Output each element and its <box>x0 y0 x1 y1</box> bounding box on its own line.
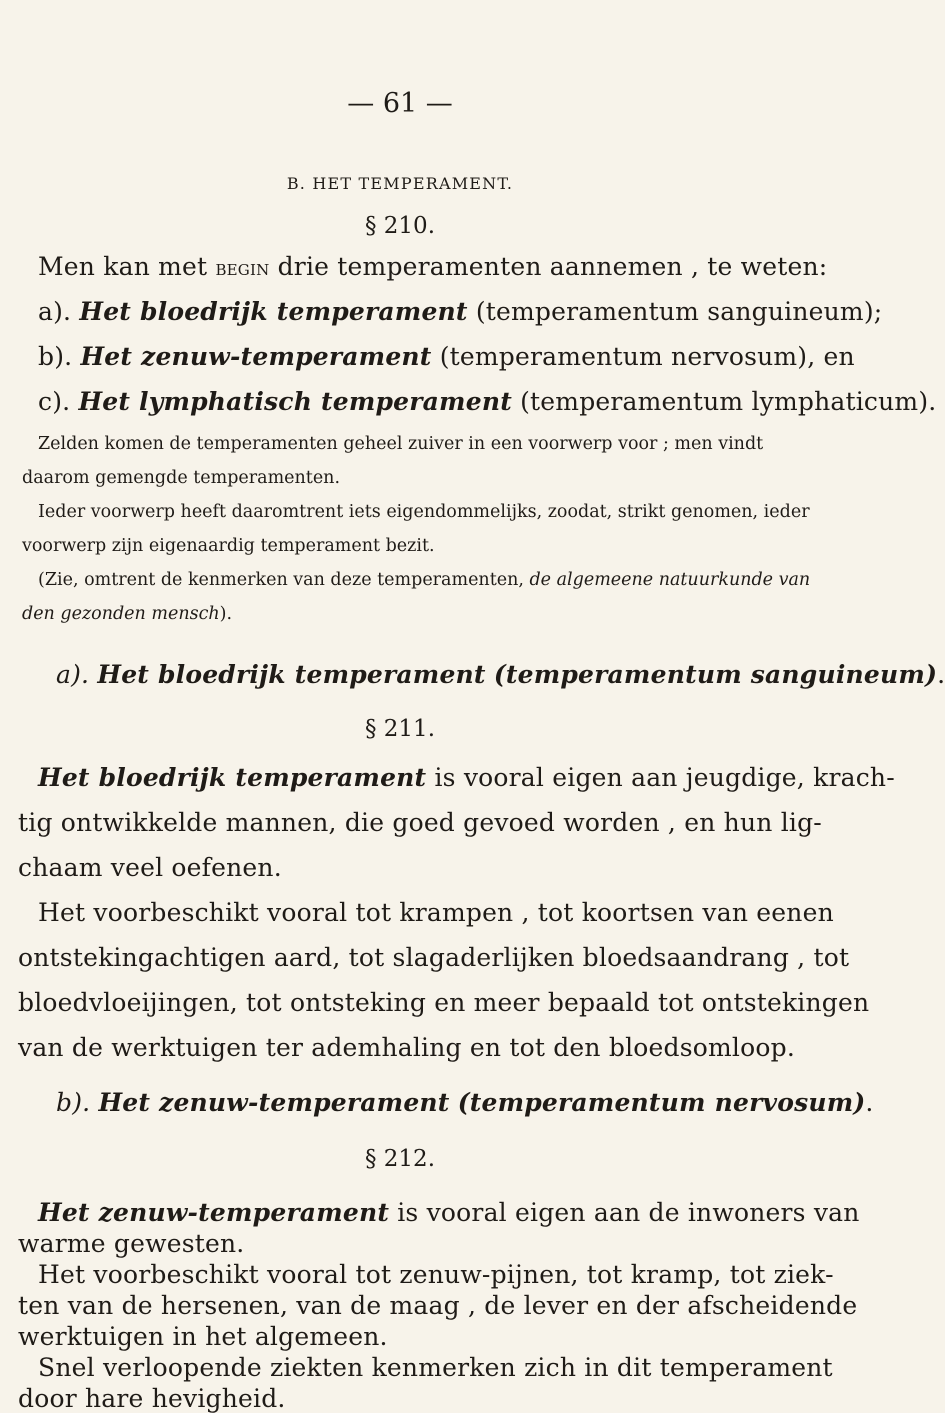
paragraph-number-210: § 210. <box>364 213 436 239</box>
list-item-a: a). Het bloedrijk temperament (temperamentum sanguineum); <box>38 297 883 326</box>
p211-line-4: Het voorbeschikt vooral tot krampen , tot koortsen van eenen <box>38 898 834 927</box>
book-reference: de algemeene natuurkunde van <box>529 570 811 590</box>
p211-line-1: Het bloedrijk temperament is vooral eigen aan jeugdige, krach- <box>38 763 895 792</box>
p212-line-3: Het voorbeschikt vooral tot zenuw-pijnen, tot kramp, tot ziek- <box>38 1260 834 1289</box>
note-2-line-1: Ieder voorwerp heeft daaromtrent iets eigendommelijks, zoodat, strikt genomen, ieder <box>38 502 810 522</box>
p212-line-5: werktuigen in het algemeen. <box>18 1322 388 1351</box>
page-number: — 61 — <box>347 88 453 119</box>
p212-line-6: Snel verloopende ziekten kenmerken zich in dit temperament <box>38 1353 833 1382</box>
intro-line: Men kan met begin drie temperamenten aannemen , te weten: <box>38 252 828 281</box>
paragraph-number-211: § 211. <box>364 716 436 742</box>
list-item-b: b). Het zenuw-temperament (temperamentum nervosum), en <box>38 342 855 371</box>
p212-line-7: door hare hevigheid. <box>18 1384 286 1413</box>
note-3-line-2: den gezonden mensch). <box>22 604 233 624</box>
list-item-c: c). Het lymphatisch temperament (temperamentum lymphaticum). <box>38 387 937 416</box>
p211-line-7: van de werktuigen ter ademhaling en tot den bloedsomloop. <box>18 1033 795 1062</box>
term-bloedrijk: Het bloedrijk temperament <box>79 297 468 326</box>
note-3-line-1: (Zie, omtrent de kenmerken van deze temperamenten, de algemeene natuurkunde van <box>38 570 811 590</box>
subsection-b-heading: b). Het zenuw-temperament (temperamentum nervosum). <box>56 1088 874 1117</box>
p212-line-4: ten van de hersenen, van de maag , de lever en der afscheidende <box>18 1291 858 1320</box>
p211-line-6: bloedvloeijingen, tot ontsteking en meer bepaald tot ontstekingen <box>18 988 870 1017</box>
note-1-line-1: Zelden komen de temperamenten geheel zuiver in een voorwerp voor ; men vindt <box>38 434 764 454</box>
p211-line-3: chaam veel oefenen. <box>18 853 282 882</box>
term-lymphatisch: Het lymphatisch temperament <box>78 387 512 416</box>
p211-line-5: ontstekingachtigen aard, tot slagaderlijken bloedsaandrang , tot <box>18 943 850 972</box>
p211-line-2: tig ontwikkelde mannen, die goed gevoed worden , en hun lig- <box>18 808 822 837</box>
note-1-line-2: daarom gemengde temperamenten. <box>22 468 341 488</box>
note-2-line-2: voorwerp zijn eigenaardig temperament bezit. <box>22 536 435 556</box>
paragraph-number-212: § 212. <box>364 1146 436 1172</box>
begin-keyword: begin <box>215 256 270 281</box>
term-zenuw: Het zenuw-temperament <box>80 342 432 371</box>
section-heading: B. HET TEMPERAMENT. <box>286 174 514 193</box>
subsection-a-heading: a). Het bloedrijk temperament (temperamentum sanguineum). <box>56 660 945 689</box>
p212-line-2: warme gewesten. <box>18 1229 245 1258</box>
p212-line-1: Het zenuw-temperament is vooral eigen aan de inwoners van <box>38 1198 860 1227</box>
